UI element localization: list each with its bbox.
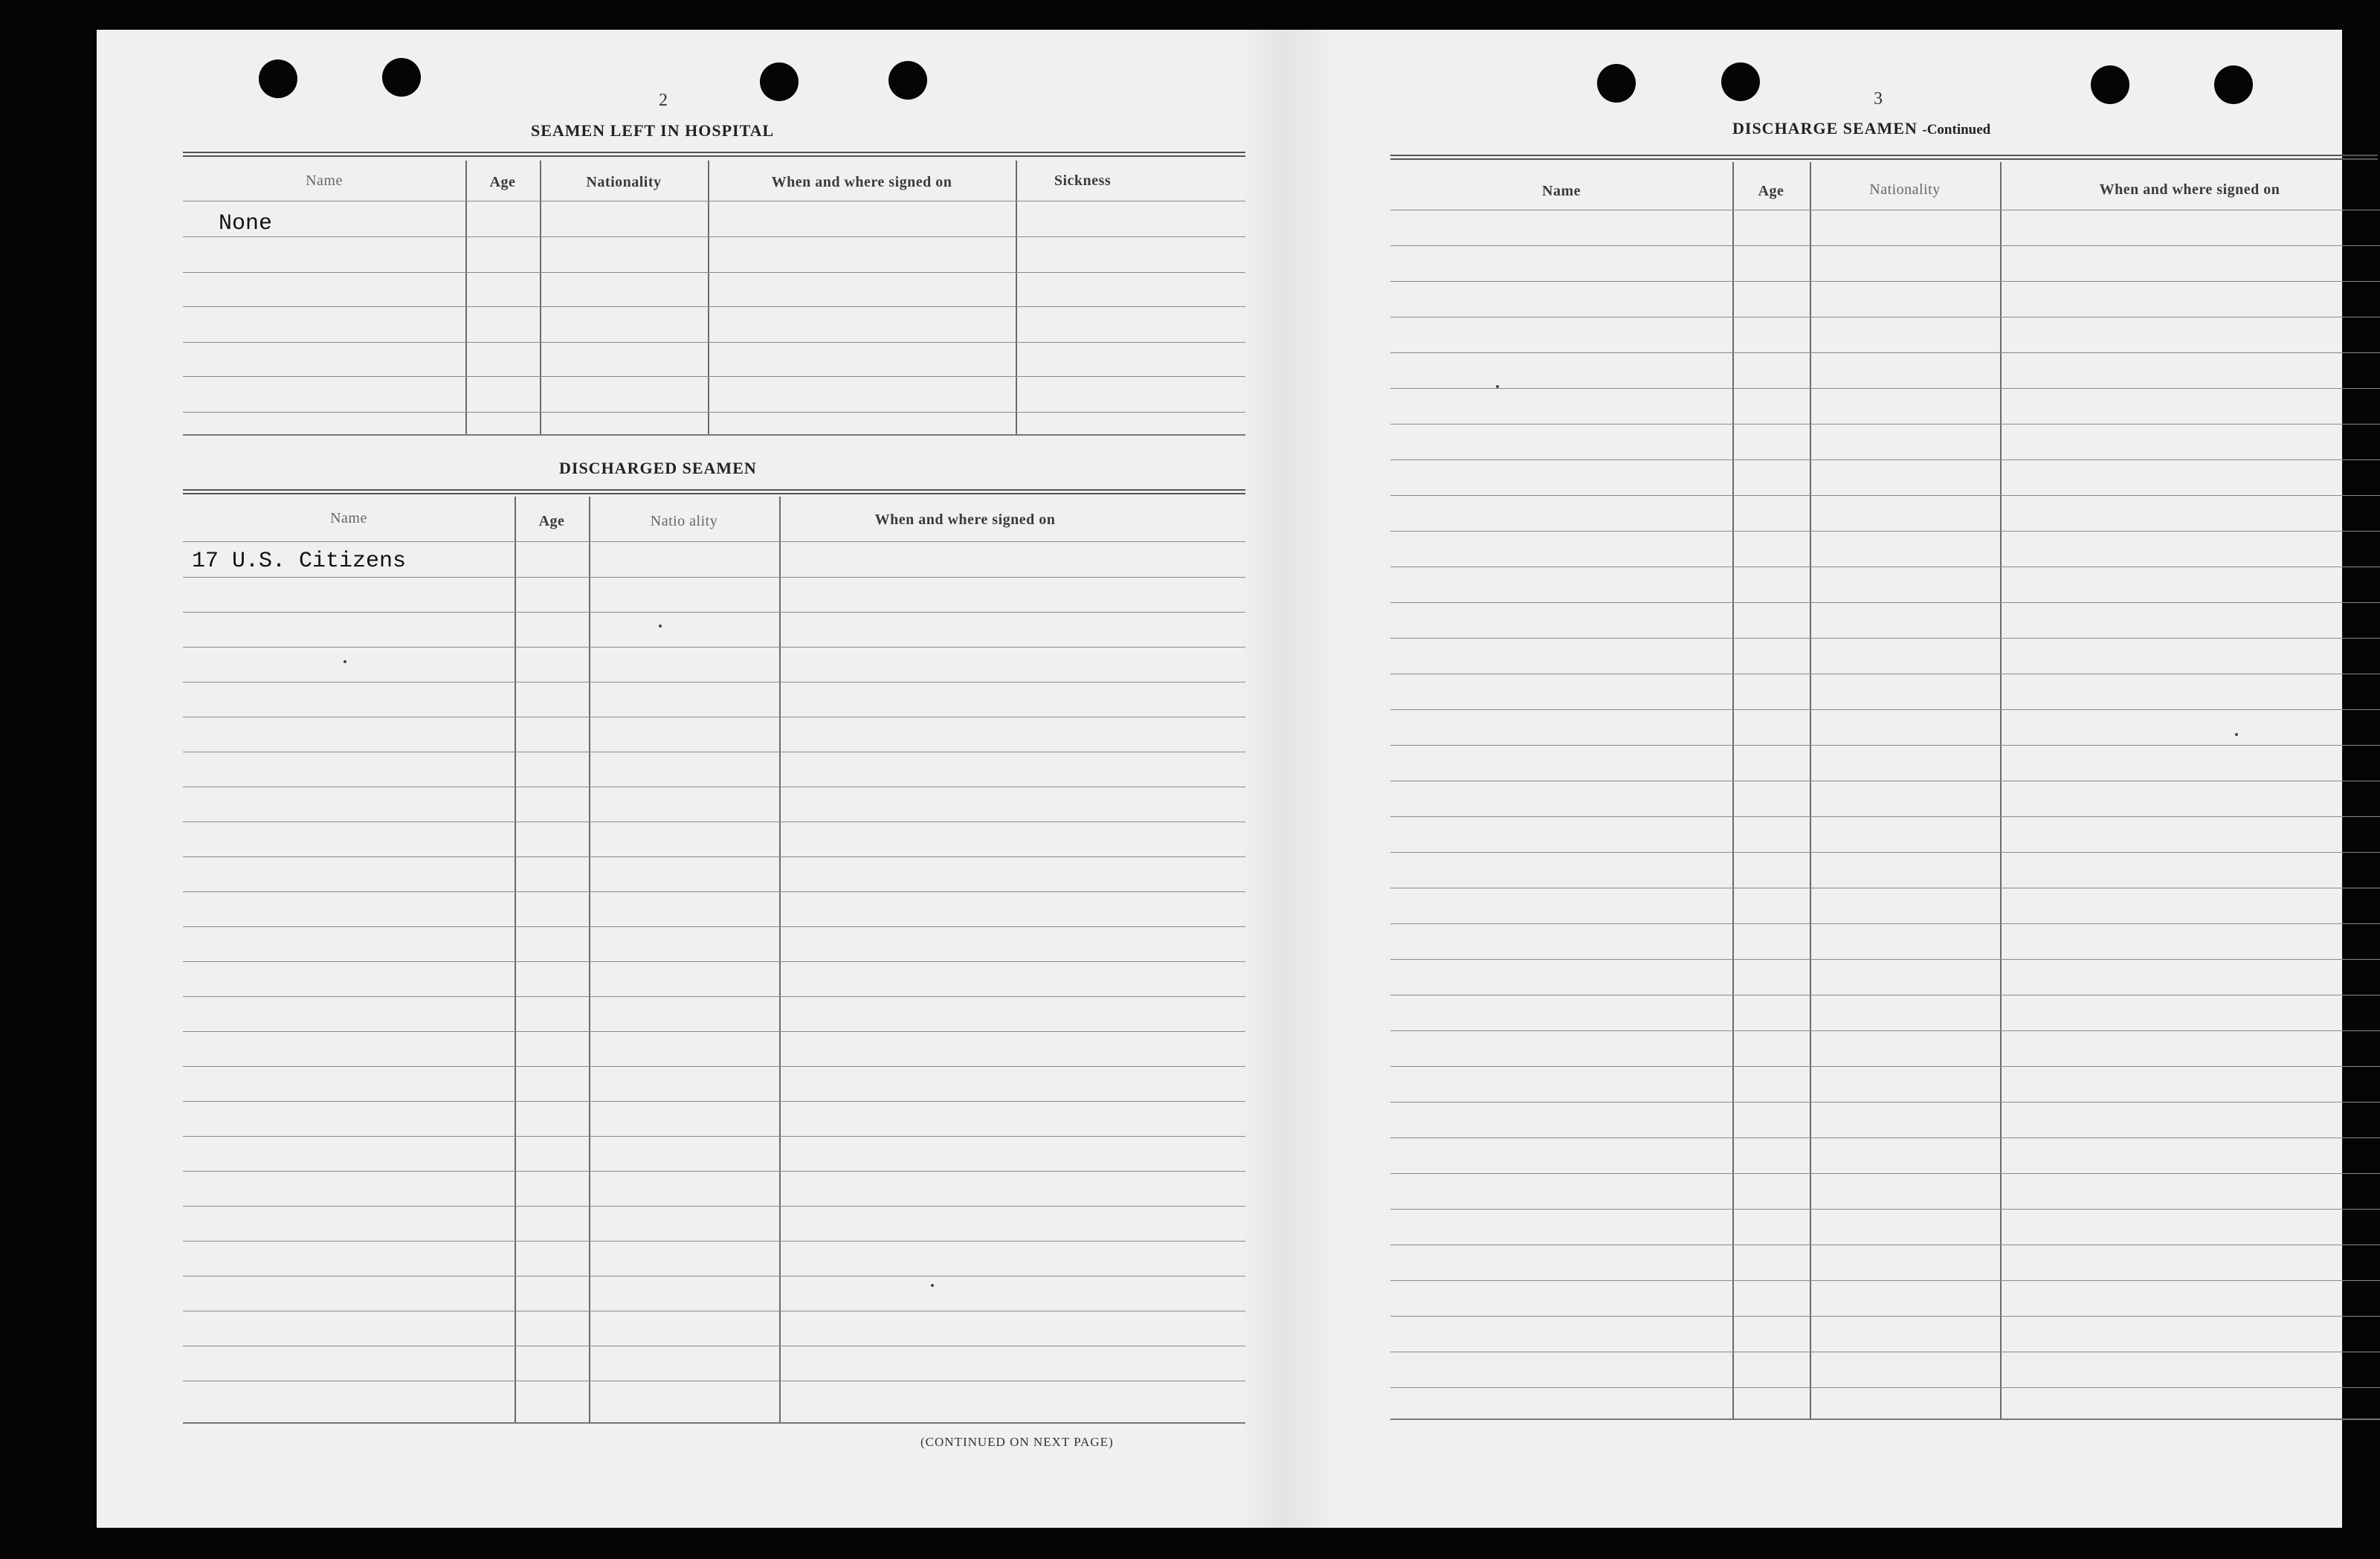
row-line <box>1390 745 2380 746</box>
ink-speck <box>931 1284 934 1287</box>
row-line <box>1390 1102 2380 1103</box>
discharged-continued-title <box>1732 119 1990 138</box>
column-divider <box>1732 162 1734 1418</box>
row-line <box>1390 602 2380 603</box>
ink-speck <box>1496 385 1499 388</box>
row-line <box>1390 1316 2380 1317</box>
column-header-name: Name <box>1542 183 1581 199</box>
row-line <box>1390 923 2380 924</box>
ink-speck <box>344 660 346 663</box>
discharged-continued-table <box>1390 162 2380 1420</box>
column-header-name: Name <box>330 510 367 526</box>
row-line <box>183 1101 1245 1102</box>
row-line <box>183 1031 1245 1032</box>
column-header-age: Age <box>538 513 565 529</box>
row-line <box>1390 531 2380 532</box>
column-divider <box>1810 162 1811 1418</box>
section-rule <box>183 152 1245 157</box>
row-line <box>183 272 1245 273</box>
row-line <box>1390 459 2380 460</box>
column-header-age: Age <box>489 174 516 190</box>
row-line <box>183 612 1245 613</box>
section-rule <box>1390 155 2378 160</box>
row-line <box>183 577 1245 578</box>
left-page <box>97 30 1242 1528</box>
right-page <box>1294 30 2342 1528</box>
row-line <box>183 1136 1245 1137</box>
row-line <box>183 996 1245 997</box>
row-line <box>183 961 1245 962</box>
row-line <box>1390 1387 2380 1388</box>
row-line <box>1390 1066 2380 1067</box>
row-line <box>183 856 1245 857</box>
row-line <box>1390 709 2380 710</box>
row-line <box>183 926 1245 927</box>
row-line <box>1390 816 2380 817</box>
row-line <box>183 891 1245 892</box>
row-line <box>1390 245 2380 246</box>
discharged-table <box>183 497 1245 1424</box>
column-divider <box>779 497 781 1422</box>
row-line <box>1390 1209 2380 1210</box>
row-line <box>183 1066 1245 1067</box>
row-line <box>1390 495 2380 496</box>
row-line <box>183 412 1245 413</box>
column-divider <box>540 161 541 434</box>
column-header-signed-on: When and where signed on <box>2099 181 2280 198</box>
hospital-section-title: SEAMEN LEFT IN HOSPITAL <box>531 121 775 140</box>
row-line <box>1390 388 2380 389</box>
column-divider <box>515 497 516 1422</box>
page-number: 2 <box>659 91 668 110</box>
column-divider <box>1016 161 1017 434</box>
column-divider <box>465 161 467 434</box>
column-header-sickness: Sickness <box>1054 172 1112 189</box>
row-line <box>183 1206 1245 1207</box>
column-header-nationality: Nationality <box>586 174 662 190</box>
row-line <box>183 306 1245 307</box>
row-line <box>183 236 1245 237</box>
column-header-nationality: Nationality <box>1869 181 1941 198</box>
ink-speck <box>659 624 662 627</box>
row-line <box>1390 424 2380 425</box>
discharged-entry: 17 U.S. Citizens <box>192 549 407 574</box>
title-suffix: -Continued <box>1922 122 1991 138</box>
hospital-entry: None <box>219 211 273 236</box>
column-header-name: Name <box>306 172 343 189</box>
row-line <box>1390 1137 2380 1138</box>
continued-note: (CONTINUED ON NEXT PAGE) <box>920 1435 1114 1449</box>
column-divider <box>2000 162 2002 1418</box>
column-header-nationality: Natio ality <box>650 513 718 529</box>
title-text: DISCHARGE SEAMEN <box>1732 119 1918 138</box>
page-number: 3 <box>1874 89 1883 109</box>
row-line <box>183 1241 1245 1242</box>
column-divider <box>708 161 709 434</box>
section-rule <box>183 489 1245 494</box>
row-line <box>183 1171 1245 1172</box>
ink-speck <box>2235 733 2238 736</box>
row-line <box>1390 1173 2380 1174</box>
column-header-signed-on: When and where signed on <box>874 511 1056 528</box>
row-line <box>1390 1030 2380 1031</box>
column-header-age: Age <box>1758 183 1784 199</box>
row-line <box>1390 352 2380 353</box>
discharged-section-title: DISCHARGED SEAMEN <box>559 459 757 477</box>
column-divider <box>589 497 590 1422</box>
row-line <box>1390 852 2380 853</box>
ledger-sheet <box>97 30 2342 1528</box>
row-line <box>183 342 1245 343</box>
row-line <box>183 541 1245 542</box>
row-line <box>1390 959 2380 960</box>
row-line <box>183 376 1245 377</box>
row-line <box>1390 281 2380 282</box>
row-line <box>1390 638 2380 639</box>
hospital-table <box>183 161 1245 436</box>
row-line <box>183 647 1245 648</box>
column-header-signed-on: When and where signed on <box>771 174 952 190</box>
row-line <box>1390 1280 2380 1281</box>
